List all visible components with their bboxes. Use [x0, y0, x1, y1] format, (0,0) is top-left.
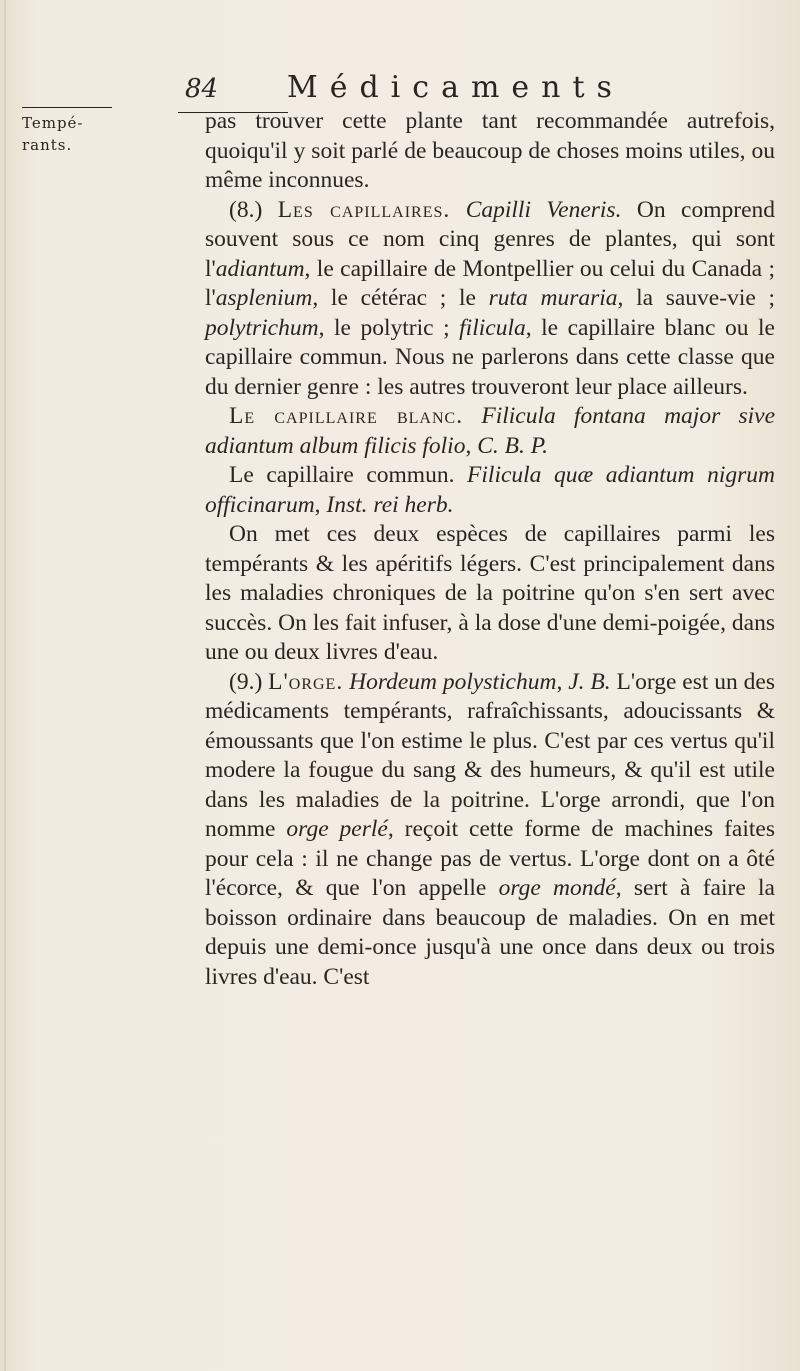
italic-run: adiantum: [215, 255, 305, 282]
italic-run: orge mondé: [498, 875, 616, 901]
text-run: , le capillaire blanc ou le capillaire commun. Nous ne parlerons dans cette classe que du dernier genre : les autres trouveront leur place ailleurs.: [205, 314, 775, 400]
text-run: , le capillaire de Montpellier ou celui du Canada ; l': [205, 255, 775, 311]
italic-run: Filicula quæ adiantum nigrum officinarum: [205, 462, 776, 518]
body-text: [205, 107, 775, 992]
text-run: L'orge est un des médicaments tempérants, rafraîchissants, adoucissants & émoussants que l'on estime le plus. C'est par ces vertus qu'il modere la fougue du sang & des humeurs, & qu'il est utile dans les maladies de la poitrine. L'orge arrondi, que l'on nomme: [205, 668, 776, 842]
italic-run: J. B.: [568, 668, 611, 695]
italic-run: orge perlé: [286, 816, 388, 842]
paragraph: [205, 107, 775, 196]
italic-run: ruta muraria: [488, 285, 618, 311]
text-run: , sert à faire la boisson ordinaire dans beaucoup de maladies. On en met depuis une demi-once jusqu'à une once dans deux ou trois livres d'eau. C'est: [205, 875, 775, 990]
text-run: (9.): [229, 668, 269, 695]
paragraph: [205, 461, 775, 520]
paragraph: [205, 402, 775, 461]
text-run: , reçoit cette forme de machines faites pour cela : il ne change pas de vertus. L'orge dont on a ôté l'écorce, & que l'on appelle: [205, 816, 775, 901]
italic-run: Hordeum polystichum: [349, 668, 557, 695]
italic-run: asplenium: [215, 285, 313, 311]
text-run: , le polytric ;: [318, 314, 460, 341]
italic-run: polytrichum: [205, 314, 319, 341]
running-header: [185, 70, 765, 110]
italic-run: filicula: [459, 314, 526, 341]
smallcaps-run: Le capillaire blanc.: [229, 403, 464, 429]
italic-run: Inst. rei herb.: [326, 491, 454, 518]
text-run: , la sauve-vie ;: [617, 285, 775, 311]
margin-note: Tempé-rants.: [22, 114, 84, 154]
smallcaps-run: L'orge.: [268, 668, 344, 695]
text-run: (8.): [229, 196, 278, 223]
page-number: 84: [185, 74, 219, 104]
text-run: [463, 403, 481, 429]
text-run: [450, 197, 465, 223]
text-run: pas trouver cette plante tant recommandée autrefois, quoiqu'il y soit parlé de beaucoup de choses moins utiles, ou même inconnues.: [205, 108, 775, 193]
smallcaps-run: Les capillaires.: [277, 196, 451, 223]
text-run: ,: [465, 432, 478, 459]
text-run: ,: [556, 668, 569, 695]
margin-rule: [22, 107, 112, 108]
paragraph: [205, 196, 775, 403]
paragraph: [205, 668, 775, 993]
page-gutter: [4, 0, 6, 1371]
text-run: On met ces deux espèces de capillaires parmi les tempérants & les apéritifs légers. C'est principalement dans les maladies chroniques de la poitrine qu'on s'en sert avec succès. On les fait infuser, à la dose d'une demi-poigée, dans une ou deux livres d'eau.: [205, 521, 775, 665]
text-run: Le capillaire commun.: [229, 462, 468, 488]
paragraph: [205, 520, 775, 668]
italic-run: Capilli Veneris.: [465, 196, 622, 223]
text-run: , le cétérac ; le: [312, 285, 489, 311]
text-run: ,: [314, 491, 327, 518]
italic-run: C. B. P.: [477, 432, 548, 459]
running-title: Médicaments: [287, 70, 624, 105]
italic-run: Filicula fontana major sive adiantum album filicis folio: [205, 403, 776, 459]
text-run: On comprend souvent sous ce nom cinq genres de plantes, qui sont l': [205, 196, 775, 282]
